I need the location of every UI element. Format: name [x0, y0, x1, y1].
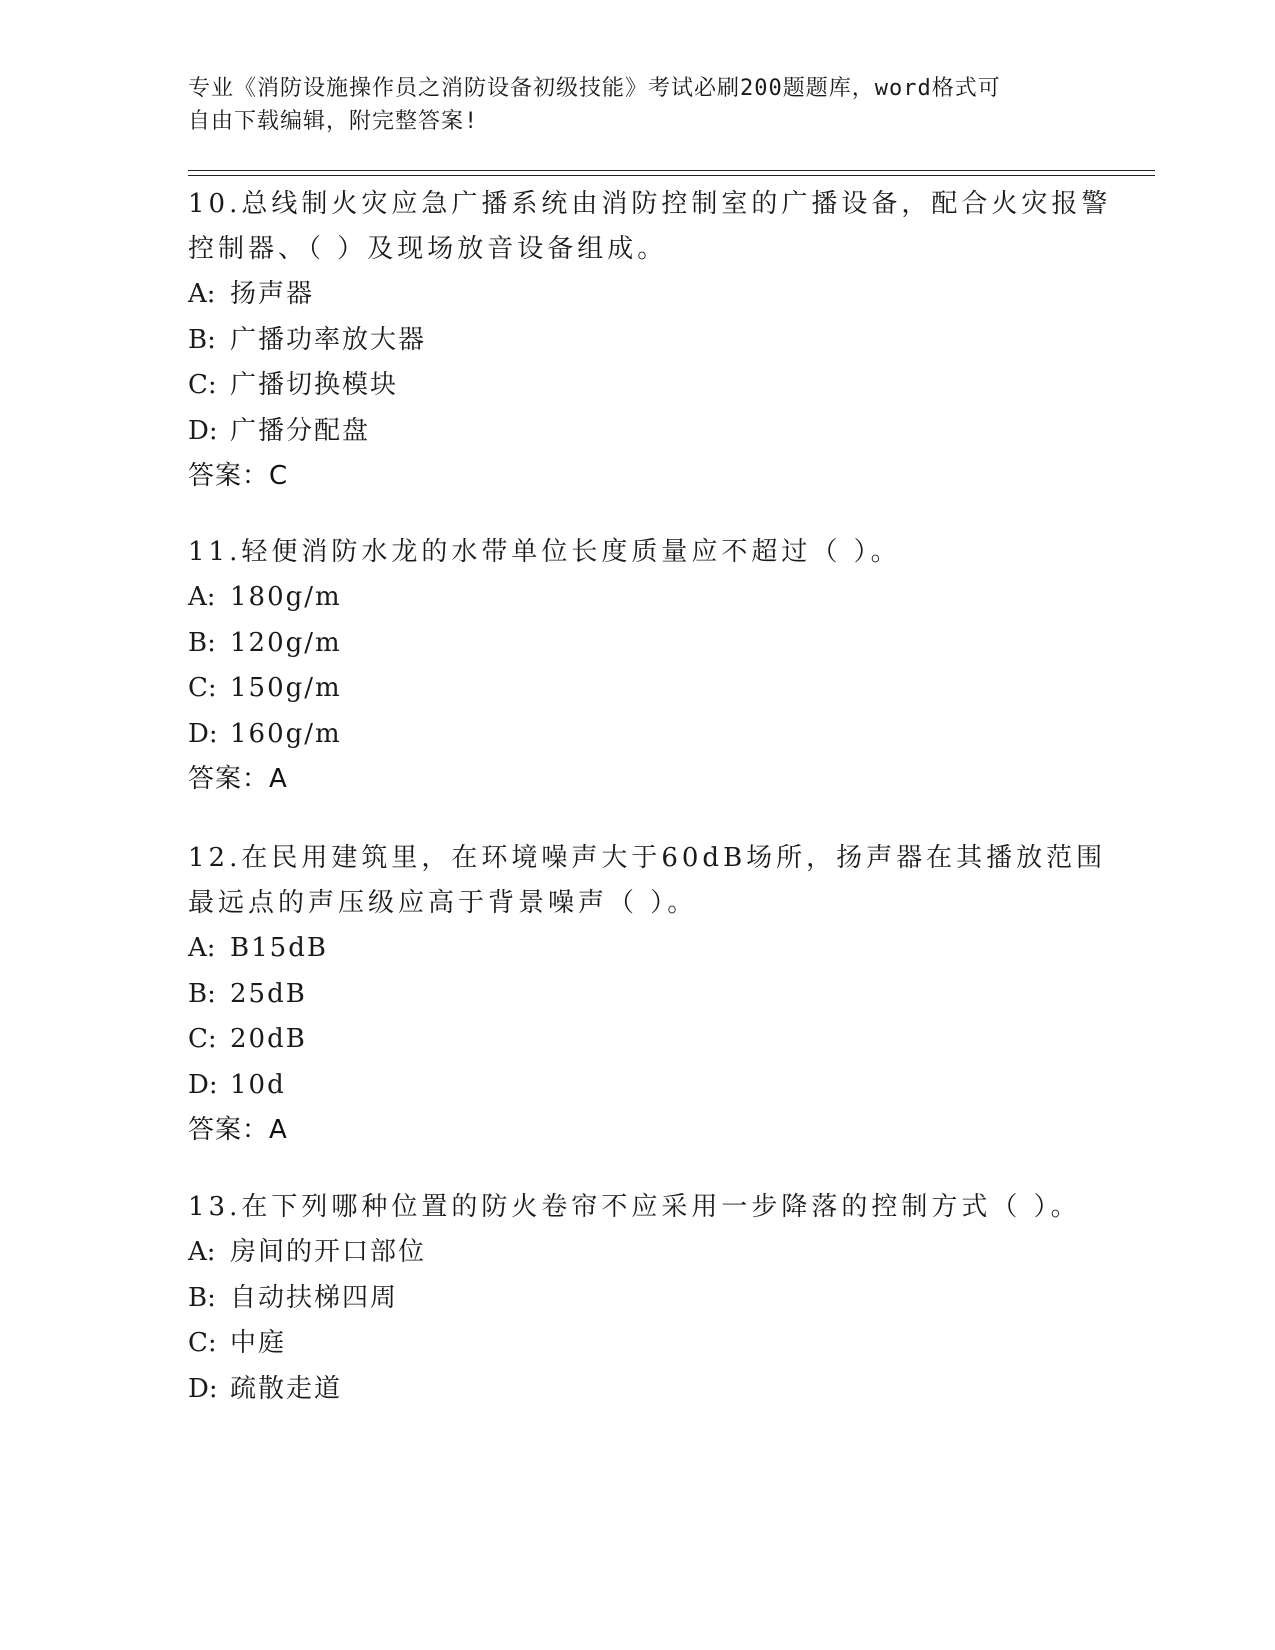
question-12	[188, 836, 1107, 1153]
option-d	[188, 409, 1088, 455]
option-text: 广播分配盘	[230, 415, 371, 446]
question-13	[188, 1185, 1088, 1412]
option-text: 中庭	[230, 1328, 287, 1358]
option-label: B:	[188, 324, 216, 355]
question-stem-line: 11.轻便消防水龙的水带单位长度质量应不超过（ ）。	[188, 537, 901, 567]
header-line-1: 专业《消防设施操作员之消防设备初级技能》考试必刷200题题库，word格式可	[188, 76, 1001, 101]
option-text: 广播功率放大器	[230, 324, 427, 355]
option-d	[188, 1367, 1088, 1413]
option-label: A:	[188, 582, 216, 612]
option-text: 房间的开口部位	[230, 1237, 427, 1267]
option-label: D:	[188, 1373, 218, 1404]
question-stem-line: 10.总线制火灾应急广播系统由消防控制室的广播设备，配合火灾报警	[188, 189, 1112, 219]
option-text: 150g/m	[230, 673, 342, 703]
option-d	[188, 1063, 1088, 1109]
option-label: D:	[188, 718, 218, 749]
option-label: D:	[188, 415, 218, 446]
option-a	[188, 1230, 1088, 1276]
question-11	[188, 530, 1088, 802]
header-line-2: 自由下载编辑，附完整答案!	[188, 109, 479, 134]
option-text: 扬声器	[230, 279, 315, 309]
option-label: B:	[188, 627, 216, 658]
question-stem-line: 13.在下列哪种位置的防火卷帘不应采用一步降落的控制方式（ ）。	[188, 1192, 1081, 1222]
option-c	[188, 363, 1088, 409]
option-b	[188, 318, 1088, 364]
option-b	[188, 972, 1088, 1018]
option-label: B:	[188, 978, 216, 1009]
answer-line: 答案：C	[188, 461, 289, 491]
option-b	[188, 1276, 1088, 1322]
option-text: 自动扶梯四周	[230, 1282, 399, 1313]
option-label: C:	[188, 673, 217, 703]
option-label: C:	[188, 370, 217, 400]
option-a	[188, 926, 1088, 972]
question-stem-line: 控制器、（ ）及现场放音设备组成。	[188, 234, 668, 264]
answer-line: 答案：A	[188, 764, 288, 794]
option-c	[188, 666, 1088, 712]
document-header	[188, 72, 1068, 138]
question-stem-line: 12.在民用建筑里，在环境噪声大于60dB场所，扬声器在其播放范围	[188, 843, 1107, 873]
option-label: D:	[188, 1069, 218, 1100]
option-label: C:	[188, 1328, 217, 1358]
option-text: 20dB	[230, 1024, 307, 1054]
option-d	[188, 712, 1088, 758]
answer-line: 答案：A	[188, 1115, 288, 1145]
option-a	[188, 272, 1088, 318]
header-divider-top	[188, 170, 1155, 171]
header-divider-bottom	[188, 175, 1155, 176]
option-text: B15dB	[230, 933, 328, 963]
option-text: 180g/m	[230, 582, 342, 612]
option-label: B:	[188, 1282, 216, 1313]
option-b	[188, 621, 1088, 667]
option-label: C:	[188, 1024, 217, 1054]
option-text: 25dB	[230, 978, 307, 1009]
option-text: 10d	[230, 1069, 286, 1100]
option-text: 160g/m	[230, 718, 342, 749]
option-label: A:	[188, 1237, 216, 1267]
question-stem-line: 最远点的声压级应高于背景噪声（ ）。	[188, 888, 698, 918]
option-label: A:	[188, 933, 216, 963]
option-text: 疏散走道	[230, 1373, 343, 1404]
option-text: 广播切换模块	[230, 370, 399, 400]
option-c	[188, 1017, 1088, 1063]
option-c	[188, 1321, 1088, 1367]
option-text: 120g/m	[230, 627, 342, 658]
question-10	[188, 182, 1112, 499]
option-a	[188, 575, 1088, 621]
option-label: A:	[188, 279, 216, 309]
